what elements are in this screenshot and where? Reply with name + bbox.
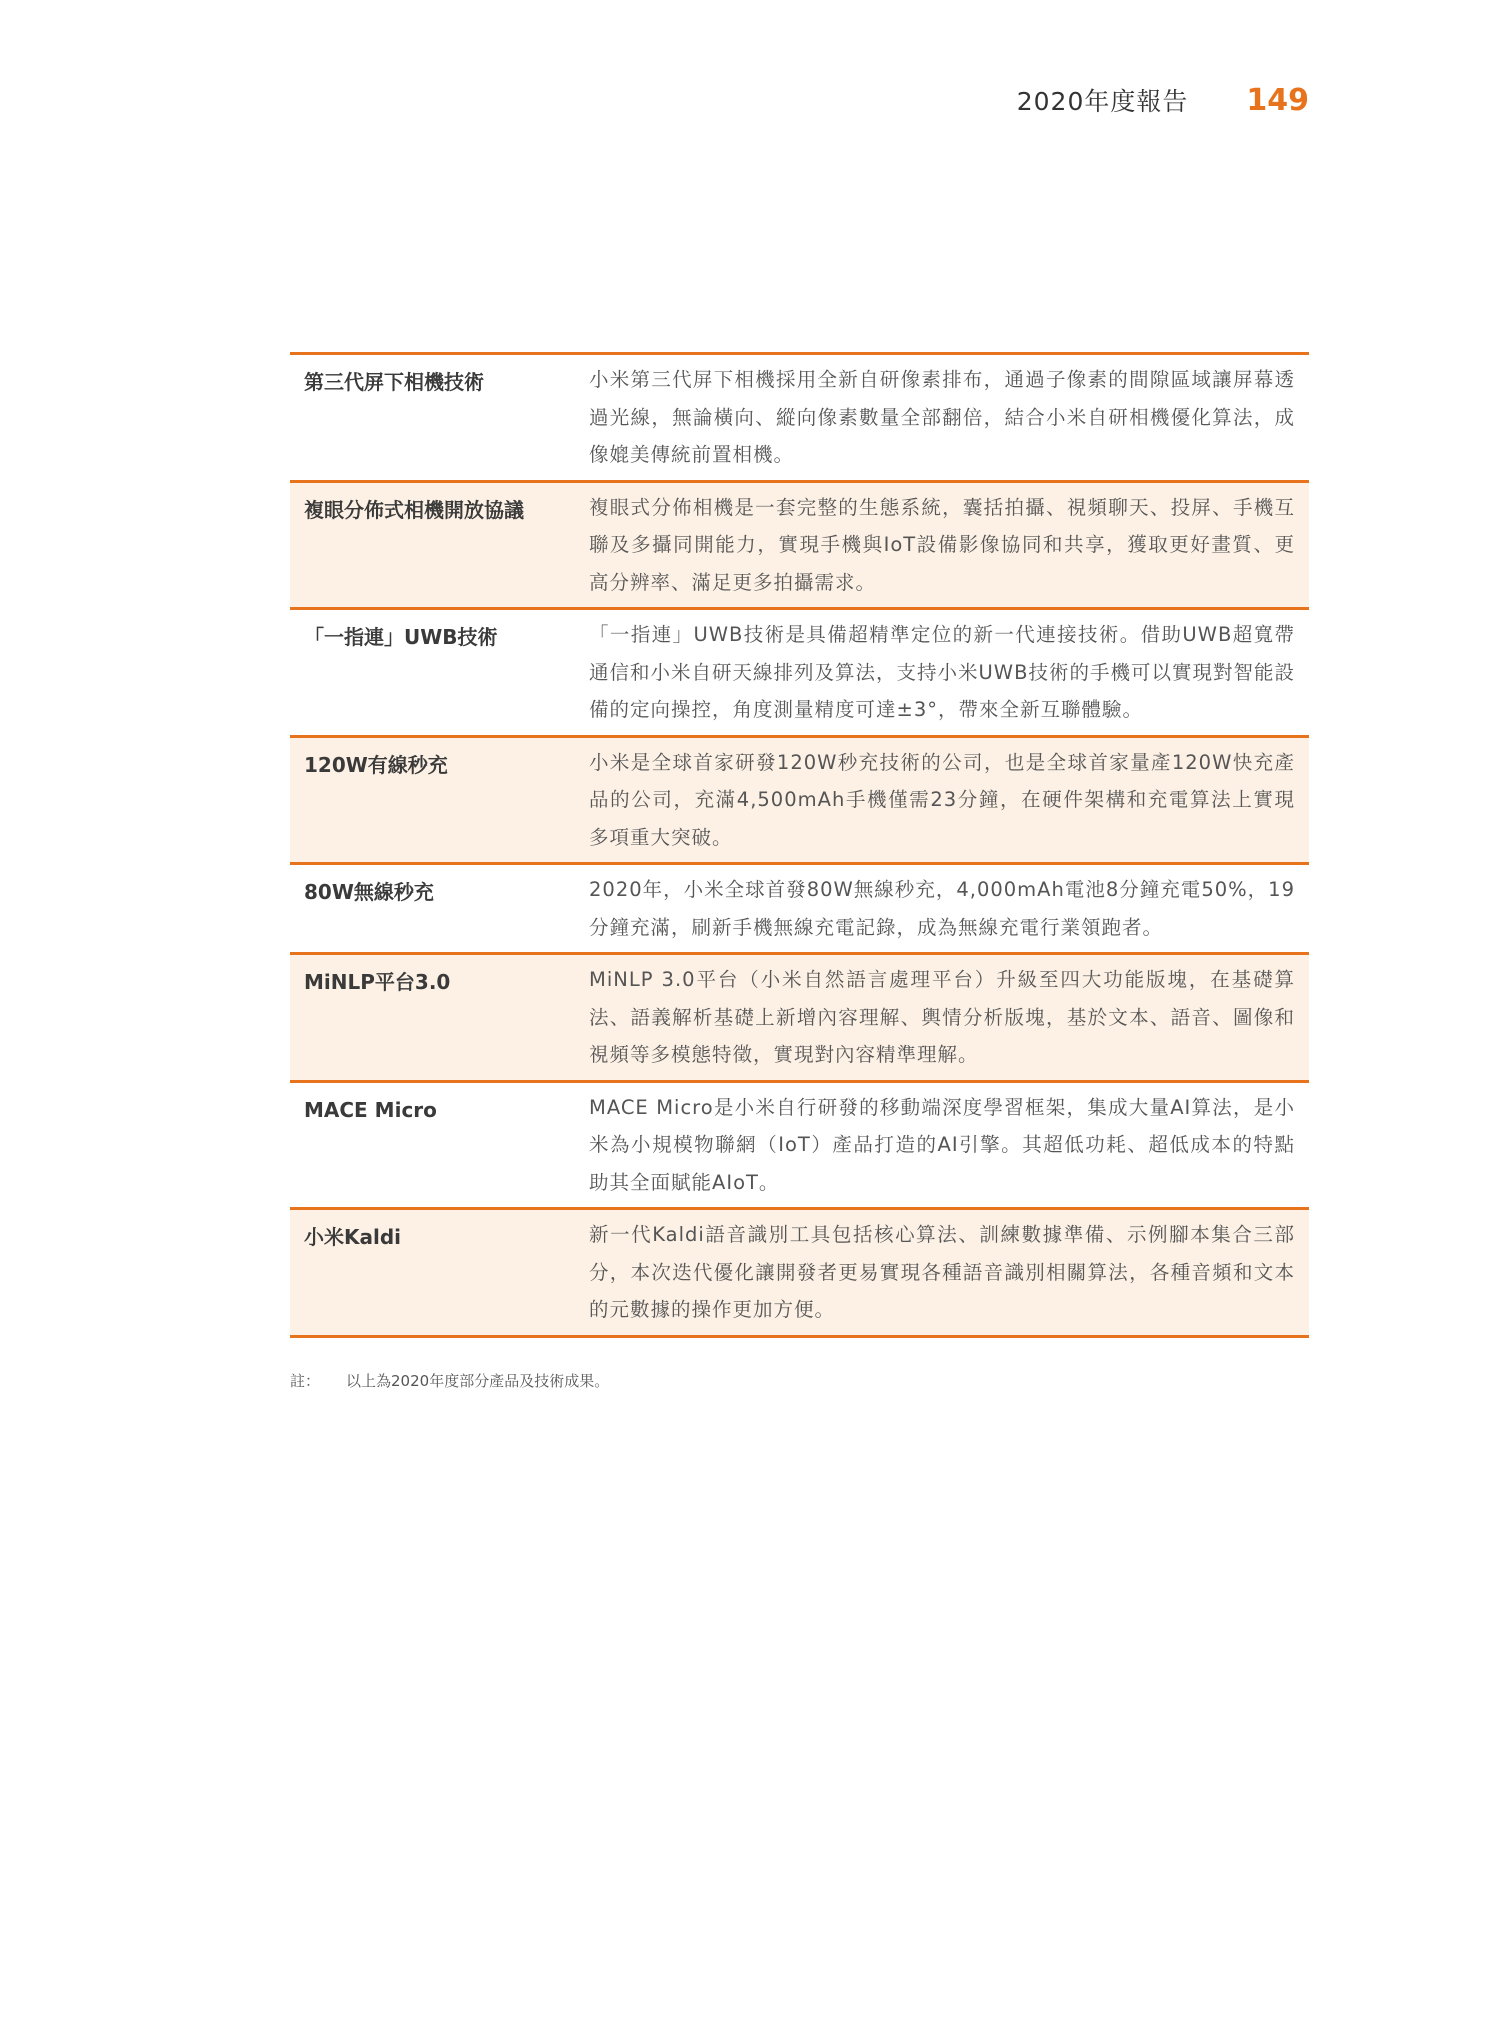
table-row <box>290 354 1309 482</box>
table-row <box>290 481 1309 609</box>
table-row <box>290 954 1309 1082</box>
technology-name: 80W無線秒充 <box>304 880 434 904</box>
technology-description: MACE Micro是小米自行研發的移動端深度學習框架，集成大量AI算法，是小米為小規模物聯網（IoT）產品打造的AI引擎。其超低功耗、超低成本的特點助其全面賦能AIoT。 <box>589 1095 1295 1194</box>
table-row <box>290 1081 1309 1209</box>
table-row <box>290 609 1309 737</box>
page-number: 149 <box>1246 83 1309 118</box>
technology-name: 小米Kaldi <box>304 1225 402 1249</box>
table-row <box>290 736 1309 864</box>
technology-name: 第三代屏下相機技術 <box>304 370 484 394</box>
technology-description: 複眼式分佈相機是一套完整的生態系統，囊括拍攝、視頻聊天、投屏、手機互聯及多攝同開能力，實現手機與IoT設備影像協同和共享，獲取更好畫質、更高分辨率、滿足更多拍攝需求。 <box>589 495 1295 594</box>
table-row <box>290 864 1309 954</box>
technology-description: 小米第三代屏下相機採用全新自研像素排布，通過子像素的間隙區域讓屏幕透過光線，無論橫向、縱向像素數量全部翻倍，結合小米自研相機優化算法，成像媲美傳統前置相機。 <box>589 368 1295 466</box>
technology-name: 複眼分佈式相機開放協議 <box>304 497 524 522</box>
technology-description: 2020年，小米全球首發80W無線秒充，4,000mAh電池8分鐘充電50%，19分鐘充滿，刷新手機無線充電記錄，成為無線充電行業領跑者。 <box>589 878 1295 939</box>
footnote-label: 註： <box>290 1372 321 1390</box>
technology-description: 「一指連」UWB技術是具備超精準定位的新一代連接技術。借助UWB超寬帶通信和小米自研天線排列及算法，支持小米UWB技術的手機可以實現對智能設備的定向操控，角度測量精度可達±3°，帶來全新互聯體驗。 <box>589 623 1295 721</box>
table-row <box>290 1209 1309 1337</box>
technology-description: MiNLP 3.0平台（小米自然語言處理平台）升級至四大功能版塊，在基礎算法、語義解析基礎上新增內容理解、輿情分析版塊，基於文本、語音、圖像和視頻等多模態特徵，實現對內容精準理解。 <box>589 968 1295 1066</box>
technology-description: 小米是全球首家研發120W秒充技術的公司，也是全球首家量產120W快充產品的公司，充滿4,500mAh手機僅需23分鐘，在硬件架構和充電算法上實現多項重大突破。 <box>589 750 1295 849</box>
footnote <box>290 1370 609 1391</box>
technology-name: 120W有線秒充 <box>304 752 448 777</box>
report-title: 2020年度報告 <box>1016 87 1189 116</box>
page-header <box>1017 82 1309 118</box>
technology-name: MACE Micro <box>304 1097 437 1122</box>
footnote-text: 以上為2020年度部分產品及技術成果。 <box>346 1372 610 1390</box>
technology-name: 「一指連」UWB技術 <box>304 625 498 649</box>
technology-table <box>290 352 1309 1338</box>
technology-description: 新一代Kaldi語音識別工具包括核心算法、訓練數據準備、示例腳本集合三部分，本次迭代優化讓開發者更易實現各種語音識別相關算法，各種音頻和文本的元數據的操作更加方便。 <box>589 1223 1295 1321</box>
technology-name: MiNLP平台3.0 <box>304 970 451 994</box>
